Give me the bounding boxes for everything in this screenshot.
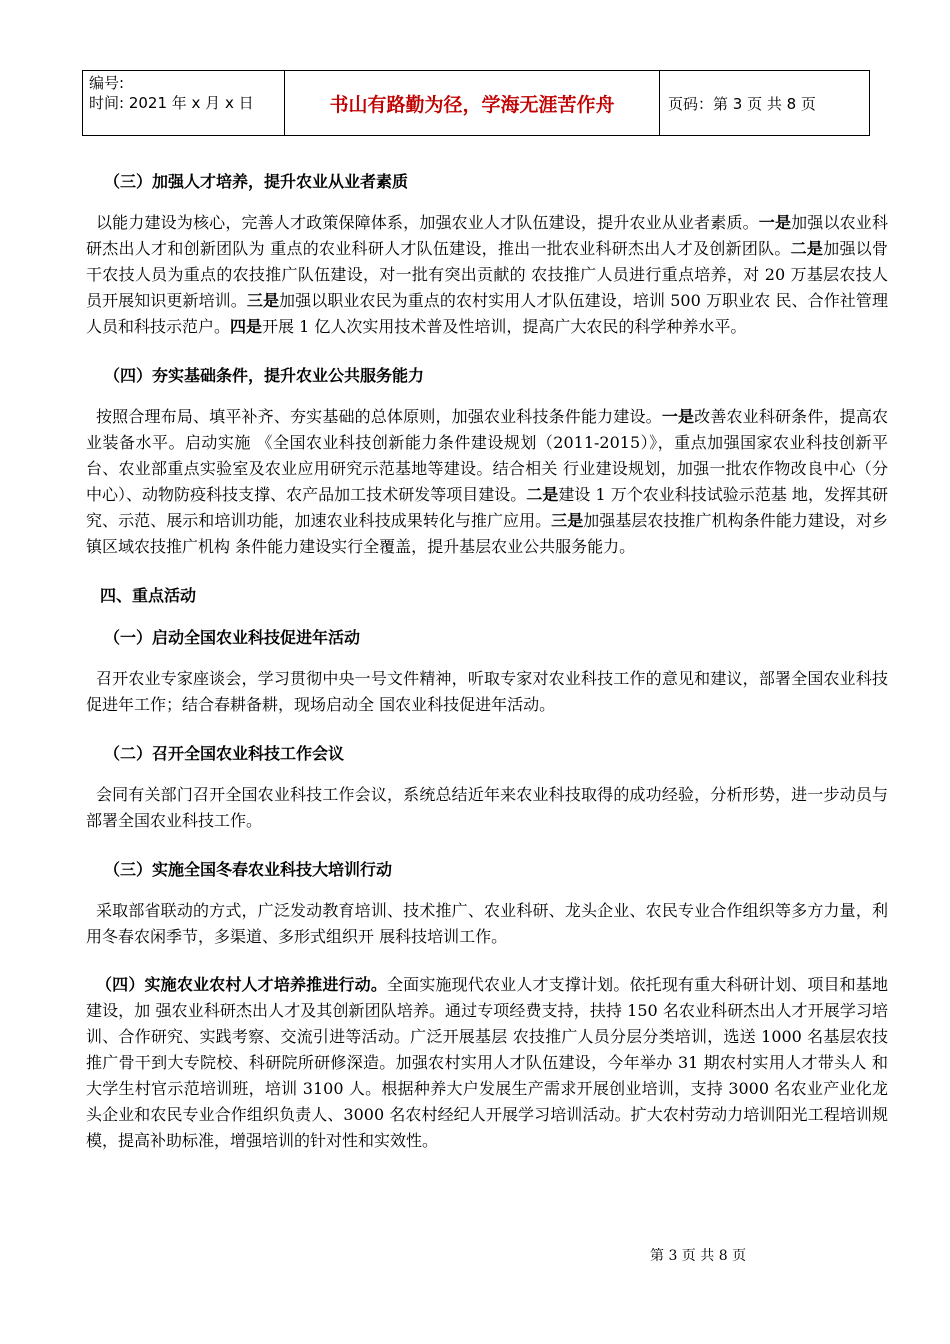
paragraph — [86, 404, 888, 560]
header-motto: 书山有路勤为径，学海无涯苦作舟 — [285, 71, 660, 135]
paragraph-text: 按照合理布局、填平补齐、夯实基础的总体原则，加强农业科技条件能力建设。 — [96, 407, 662, 426]
page-footer: 第 3 页 共 8 页 — [650, 1248, 747, 1264]
paragraph — [86, 782, 888, 834]
emphasis-text: （四）实施农业农村人才培养推进行动。 — [96, 975, 387, 994]
subsection-heading: （三）实施全国冬春农业科技大培训行动 — [104, 860, 393, 879]
paragraph — [86, 972, 888, 1154]
header-page-number: 页码：第 3 页 共 8 页 — [668, 94, 816, 113]
paragraph-text: 加强基层农技推广机构条件能力建设，对乡镇区域农技推广机构 条件能力建设实行全覆盖，提升基层农业公共服务能力。 — [86, 511, 888, 556]
subsection-heading: （三）加强人才培养，提升农业从业者素质 — [104, 172, 409, 191]
paragraph-text: 全面实施现代农业人才支撑计划。依托现有重大科研计划、项目和基地建设，加 强农业科研杰出人才及其创新团队培养。通过专项经费支持，扶持 150 名农业科研杰出人才开展学习培训、合作研究、实践考察、交流引进等活动。广泛开展基层 农技推广人员分层分类培训，选送 1000 名基层农技推广骨干到大专院校、科研院所研修深造。加强农村实用人才队伍建设，今年举办 31 期农村实用人才带头人 和大学生村官示范培训班，培训 3100 人。根据种养大户发展生产需求开展创业培训，支持 3000 名农业产业化龙头企业和农民专业合作组织负责人、3000 名农村经纪人开展学习培训活动。扩大农村劳动力培训阳光工程培训规模，提高补助标准，增强培训的针对性和实效性。 — [86, 975, 888, 1150]
time-label: 时间: 2021 年 x 月 x 日 — [89, 94, 254, 112]
header-meta — [83, 71, 285, 135]
paragraph — [86, 210, 888, 340]
subsection-heading: （二）召开全国农业科技工作会议 — [104, 744, 345, 763]
paragraph-text: 加强以职业农民为重点的农村实用人才队伍建设，培训 500 万职业农 民、合作社管理人员和科技示范户。 — [86, 291, 888, 336]
paragraph-text: 以能力建设为核心，完善人才政策保障体系，加强农业人才队伍建设，提升农业从业者素质。 — [96, 213, 759, 232]
paragraph — [86, 666, 888, 718]
paragraph-text: 开展 1 亿人次实用技术普及性培训，提高广大农民的科学种养水平。 — [262, 317, 747, 336]
paragraph-text: 召开农业专家座谈会，学习贯彻中央一号文件精神，听取专家对农业科技工作的意见和建议，部署全国农业科技促进年工作；结合春耕备耕，现场启动全 国农业科技促进年活动。 — [86, 669, 888, 714]
paragraph-text: 加强以农业科研杰出人才和创新团队为 重点的农业科研人才队伍建设，推出一批农业科研杰出人才及创新团队。 — [86, 213, 888, 258]
emphasis-text: 二是 — [790, 239, 824, 258]
paragraph-text: 建设 1 万个农业科技试验示范基 地，发挥其研究、示范、展示和培训功能，加速农业科技成果转化与推广应用。 — [86, 485, 888, 530]
subsection-heading: （四）夯实基础条件，提升农业公共服务能力 — [104, 366, 425, 385]
emphasis-text: 三是 — [246, 291, 280, 310]
document-body — [86, 168, 888, 1176]
emphasis-text: 一是 — [758, 213, 792, 232]
emphasis-text: 四是 — [230, 317, 263, 336]
paragraph-text: 加强以骨干农技人员为重点的农技推广队伍建设，对一批有突出贡献的 农技推广人员进行重点培养，对 20 万基层农技人员开展知识更新培训。 — [86, 239, 888, 310]
emphasis-text: 三是 — [551, 511, 584, 530]
subsection-heading: （一）启动全国农业科技促进年活动 — [104, 628, 361, 647]
paragraph-text: 改善农业科研条件，提高农业装备水平。启动实施 《全国农业科技创新能力条件建设规划（2011-2015）》，重点加强国家农业科技创新平台、农业部重点实验室及农业应用研究示范基地等建设。结合相关 行业建设规划，加强一批农作物改良中心（分中心）、动物防疫科技支撑、农产品加工技术研发等项目建设。 — [86, 407, 888, 504]
paragraph-text: 会同有关部门召开全国农业科技工作会议，系统总结近年来农业科技取得的成功经验，分析形势，进一步动员与部署全国农业科技工作。 — [86, 785, 888, 830]
emphasis-text: 一是 — [661, 407, 695, 426]
number-label: 编号: — [89, 74, 125, 92]
page-header — [82, 70, 870, 136]
emphasis-text: 二是 — [526, 485, 559, 504]
section-heading: 四、重点活动 — [100, 586, 197, 605]
paragraph-text: 采取部省联动的方式，广泛发动教育培训、技术推广、农业科研、龙头企业、农民专业合作组织等多方力量，利用冬春农闲季节，多渠道、多形式组织开 展科技培训工作。 — [86, 901, 888, 946]
paragraph — [86, 898, 888, 950]
